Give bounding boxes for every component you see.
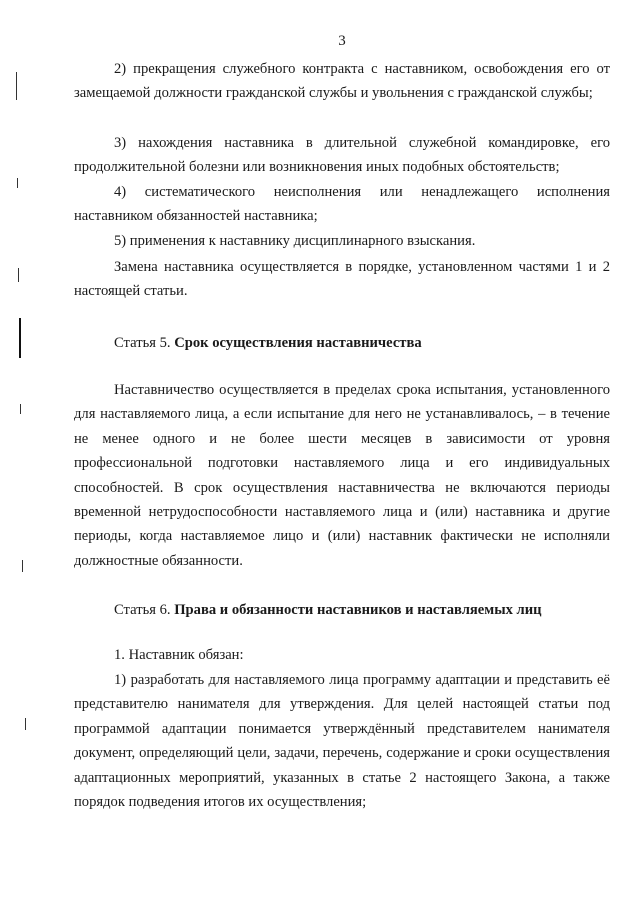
paragraph: Наставничество осуществляется в пределах срока испытания, установленного для наставляемого лица, а если испытание для него не устанавливалось, – в течение не менее одного и не более шести месяцев в зависимости от уровня профессиональной подготовки наставляемого лица и его индивидуальных способностей. В срок осуществления наставничества не включаются периоды временной нетрудоспособности наставляемого лица и (или) наставника и другие периоды, когда наставляемое лицо и (или) наставник фактически не исполняли должностные обязанности. (74, 382, 610, 569)
article-5-title: Срок осуществления наставничества (174, 335, 422, 351)
page-number: 3 (338, 33, 346, 49)
scan-mark (22, 560, 23, 572)
paragraph: 5) применения к наставнику дисциплинарного взыскания. (114, 233, 476, 249)
article-5-heading (114, 331, 422, 355)
article-5-prefix: Статья 5. (114, 335, 175, 351)
paragraph: 4) систематического неисполнения или ненадлежащего исполнения наставником обязанностей наставника; (74, 184, 610, 225)
paragraph: 1) разработать для наставляемого лица программу адаптации и представить её представителю нанимателя для утверждения. Для целей настоящей статьи под программой адаптации понимается утверждённый представителем нанимателя документ, определяющий цели, задачи, перечень, содержание и сроки осуществления адаптационных мероприятий, указанных в статье 2 настоящего Закона, а также порядок подведения итогов их осуществления; (74, 672, 610, 811)
scan-mark (18, 268, 19, 282)
scan-mark (17, 178, 18, 188)
article-6-prefix: Статья 6. (114, 602, 175, 618)
paragraph: 3) нахождения наставника в длительной служебной командировке, его продолжительной болезни или возникновения иных подобных обстоятельств; (74, 135, 610, 176)
article-6-title: Права и обязанности наставников и наставляемых лиц (174, 602, 542, 618)
paragraph: 2) прекращения служебного контракта с наставником, освобождения его от замещаемой должности гражданской службы и увольнения с гражданской службы; (74, 61, 610, 102)
article-6-heading (114, 598, 542, 622)
scan-mark (25, 718, 26, 730)
scan-mark (16, 72, 17, 100)
scan-mark (19, 318, 21, 358)
paragraph: 1. Наставник обязан: (114, 647, 244, 663)
paragraph: Замена наставника осуществляется в порядке, установленном частями 1 и 2 настоящей статьи. (74, 259, 610, 300)
scan-mark (20, 404, 21, 414)
